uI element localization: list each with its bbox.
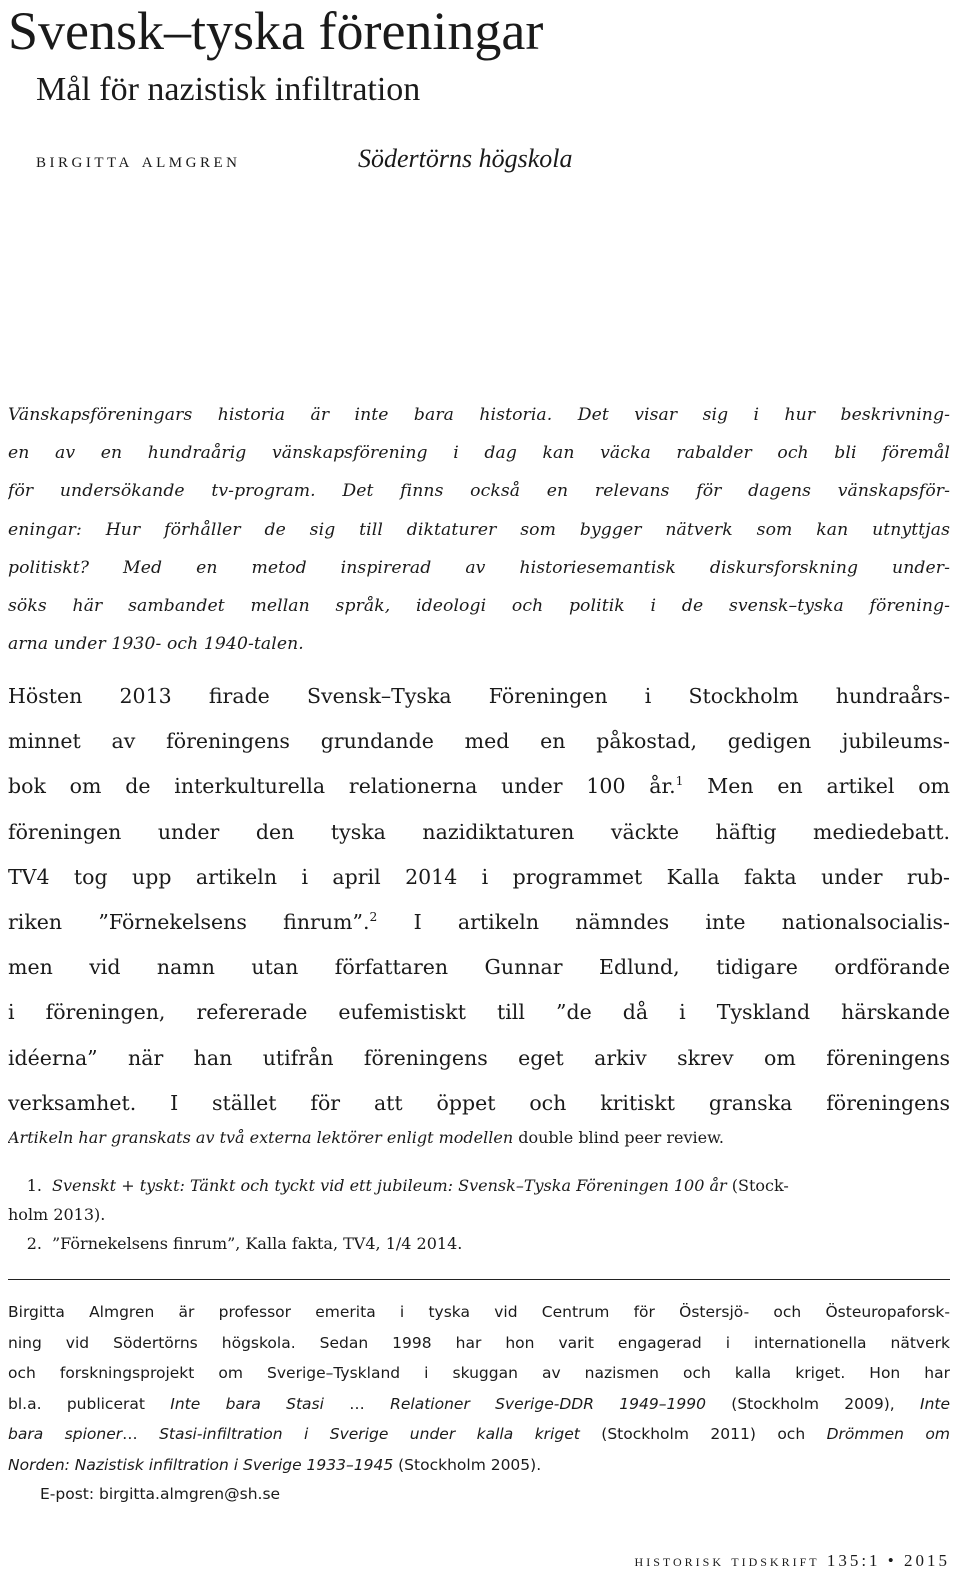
body-line: TV4 tog upp artikeln i april 2014 i programmet Kalla fakta under rub- [8, 864, 950, 889]
bio-line [8, 1450, 950, 1481]
body-line-part: Men en artikel om [707, 774, 950, 799]
peer-review-note [8, 1120, 950, 1156]
bio-line [8, 1389, 950, 1420]
footnotes [8, 1171, 950, 1258]
footnote-ref[interactable]: 2 [369, 910, 378, 925]
author-affiliation: Södertörns högskola [358, 144, 573, 173]
footnote-1-cont: holm 2013). [8, 1205, 106, 1224]
body-line: minnet av föreningens grundande med en påkostad, gedigen jubileums- [8, 729, 950, 754]
review-line [8, 1120, 950, 1156]
article-title: Svensk–tyska föreningar [8, 1, 544, 61]
author-bio [8, 1297, 950, 1480]
body-line: föreningen under den tyska nazidiktaturen väckte häftig mediedebatt. [8, 819, 950, 844]
body-line-part: bok om de interkulturella relationerna under 100 år. [8, 774, 676, 799]
body-line: idéerna” när han utifrån föreningens eget arkiv skrev om föreningens [8, 1045, 950, 1070]
bio-book-title: bara spioner [8, 1425, 123, 1443]
abstract-line: Vänskapsföreningars historia är inte bara historia. Det visar sig i hur beskrivning- [8, 405, 950, 425]
author-email[interactable]: E-post: birgitta.almgren@sh.se [40, 1485, 281, 1503]
footnote-divider [8, 1279, 950, 1280]
bio-line [8, 1419, 950, 1450]
body-line [8, 764, 950, 809]
abstract-line: arna under 1930- och 1940-talen. [8, 634, 304, 655]
bio-text: … [122, 1425, 160, 1443]
abstract-line: politiskt? Med en metod inspirerad av historiesemantisk diskursforskning under- [8, 557, 950, 578]
bio-text: (Stockholm 2009), [705, 1394, 895, 1413]
bio-line: och forskningsprojekt om Sverige–Tyskland i skuggan av nazismen och kalla kriget. Hon har [8, 1364, 950, 1382]
footnote-2 [8, 1229, 950, 1258]
abstract-line: för undersökande tv-program. Det finns också en relevans för dagens vänskapsför- [8, 481, 950, 502]
footnote-ref[interactable]: 1 [675, 774, 684, 789]
footnote-number: 1. [26, 1176, 42, 1195]
body-line: men vid namn utan författaren Gunnar Edlund, tidigare ordförande [8, 955, 950, 980]
body-line-part: I artikeln nämndes inte nationalsocialis- [413, 910, 950, 935]
bio-text: bl.a. publicerat [8, 1394, 145, 1413]
body-line: verksamhet. I stället för att öppet och kritiskt granska föreningens [8, 1090, 950, 1115]
footnote-1 [8, 1171, 950, 1200]
abstract-line: eningar: Hur förhåller de sig till diktaturer som bygger nätverk som kan utnyttjas [8, 519, 950, 540]
bio-book-title: Drömmen om [826, 1425, 950, 1443]
body-line: Hösten 2013 firade Svensk–Tyska Föreningen i Stockholm hundraårs- [8, 684, 950, 708]
bio-line: Birgitta Almgren är professor emerita i tyska vid Centrum för Östersjö- och Östeuropaforsk- [8, 1303, 950, 1321]
body-text [8, 674, 950, 1126]
abstract [8, 396, 950, 663]
bio-book-title: Norden: Nazistisk infiltration i Sverige 1933–1945 [8, 1455, 394, 1474]
bio-book-title: Inte [920, 1394, 950, 1413]
footnote-plain: (Stock- [731, 1176, 789, 1195]
footnote-italic: Svenskt + tyskt: Tänkt och tyckt vid ett jubileum: Svensk–Tyska Föreningen 100 år [52, 1176, 727, 1195]
body-line: i föreningen, refererade eufemistiskt till ”de då i Tyskland härskande [8, 1000, 950, 1025]
bio-text: (Stockholm 2011) och [579, 1425, 806, 1443]
footnote-number: 2. [26, 1234, 42, 1253]
author-name: birgitta almgren [36, 147, 241, 172]
bio-book-title: Relationer Sverige-DDR 1949–1990 [390, 1394, 706, 1413]
body-line-part: riken ”Förnekelsens finrum”. [8, 910, 370, 935]
bio-line: ning vid Södertörns högskola. Sedan 1998 har hon varit engagerad i internationella nätverk [8, 1333, 950, 1352]
bio-text: (Stockholm 2005). [393, 1455, 542, 1474]
bio-text: … [323, 1394, 391, 1413]
article-subtitle: Mål för nazistisk infiltration [36, 71, 421, 108]
review-italic: Artikeln har granskats av två externa lektörer enligt modellen [8, 1128, 514, 1147]
bio-book-title: Stasi-infiltration i Sverige under kalla kriget [159, 1425, 580, 1443]
abstract-line: en av en hundraårig vänskapsförening i dag kan väcka rabalder och bli föremål [8, 443, 950, 464]
footnote-text: ”Förnekelsens finrum”, Kalla fakta, TV4, 1/4 2014. [52, 1234, 463, 1253]
journal-footer: historisk tidskrift 135:1 • 2015 [634, 1551, 950, 1570]
bio-book-title: Inte bara Stasi [170, 1394, 324, 1413]
abstract-line: söks här sambandet mellan språk, ideologi och politik i de svensk–tyska förening- [8, 596, 950, 617]
review-plain: double blind peer review. [518, 1128, 724, 1147]
body-line [8, 900, 950, 945]
